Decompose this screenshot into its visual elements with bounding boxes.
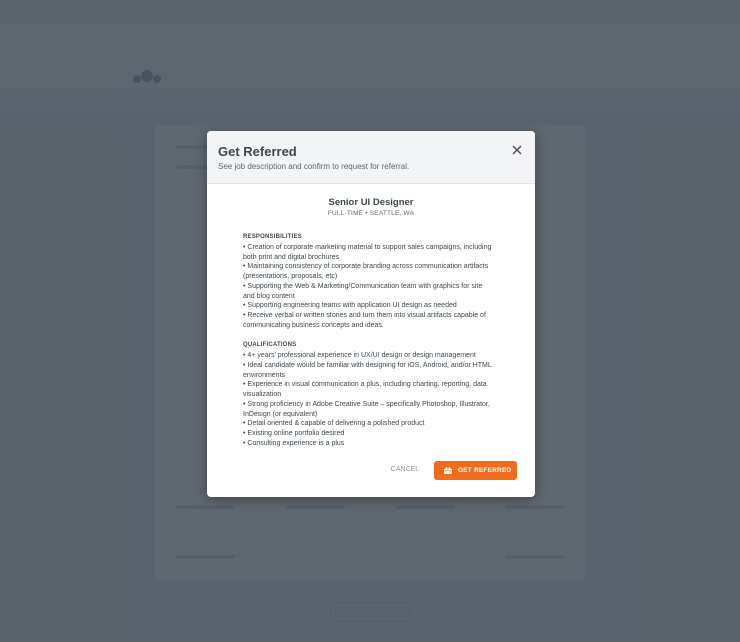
list-item: • Detail oriented & capable of delivering a polished product [243,420,425,428]
list-item: visualization [243,391,282,399]
qualifications-heading: QUALIFICATIONS [243,342,297,349]
list-item: • Creation of corporate marketing material to support sales campaigns, including [243,244,492,251]
briefcase-icon [444,467,452,474]
list-item: • Receive verbal or written stories and turn them into visual artifacts capable of [243,311,486,319]
modal-subtitle: See job description and confirm to request for referral. [218,162,410,171]
list-item: • Ideal candidate would be familiar with designing for iOS, Android, and/or HTML [243,362,492,370]
list-item: • Supporting engineering teams with application UI design as needed [243,302,457,310]
list-item: and blog content [243,292,295,300]
responsibilities-heading: RESPONSIBILITIES [243,234,302,240]
job-meta: FULL-TIME • SEATTLE, WA [327,210,415,217]
responsibilities-list [243,243,499,330]
list-item: environments [243,371,286,379]
list-item: • Strong proficiency in Adobe Creative Suite – specifically Photoshop, Illustrator, [243,400,490,408]
list-item: both print and digital brochures [243,253,340,261]
list-item: • Existing online portfolio desired [243,429,345,437]
modal-body [243,197,499,448]
list-item: • 4+ years' professional experience in UX/UI design or design management [243,352,476,360]
list-item: • Experience in visual communication a plus, including charting, reporting, data [243,381,487,389]
job-title: Senior UI Designer [328,197,414,208]
cancel-button[interactable]: CANCEL [390,466,420,473]
close-icon[interactable] [510,143,524,157]
list-item: • Consulting experience is a plus [243,439,345,447]
get-referred-button[interactable] [434,461,517,480]
list-item: communicating business concepts and ideas. [243,321,384,329]
get-referred-modal [207,131,535,497]
modal-header [207,131,535,184]
list-item: InDesign (or equivalent) [243,410,318,418]
get-referred-label: GET REFERRED [458,467,512,474]
list-item: • Supporting the Web & Marketing/Communication team with graphics for site [243,282,483,290]
qualifications-list [243,351,499,448]
list-item: (presentations, proposals, etc) [243,273,338,281]
list-item: • Maintaining consistency of corporate branding across communication artifacts [243,263,489,271]
modal-title: Get Referred [218,144,297,159]
